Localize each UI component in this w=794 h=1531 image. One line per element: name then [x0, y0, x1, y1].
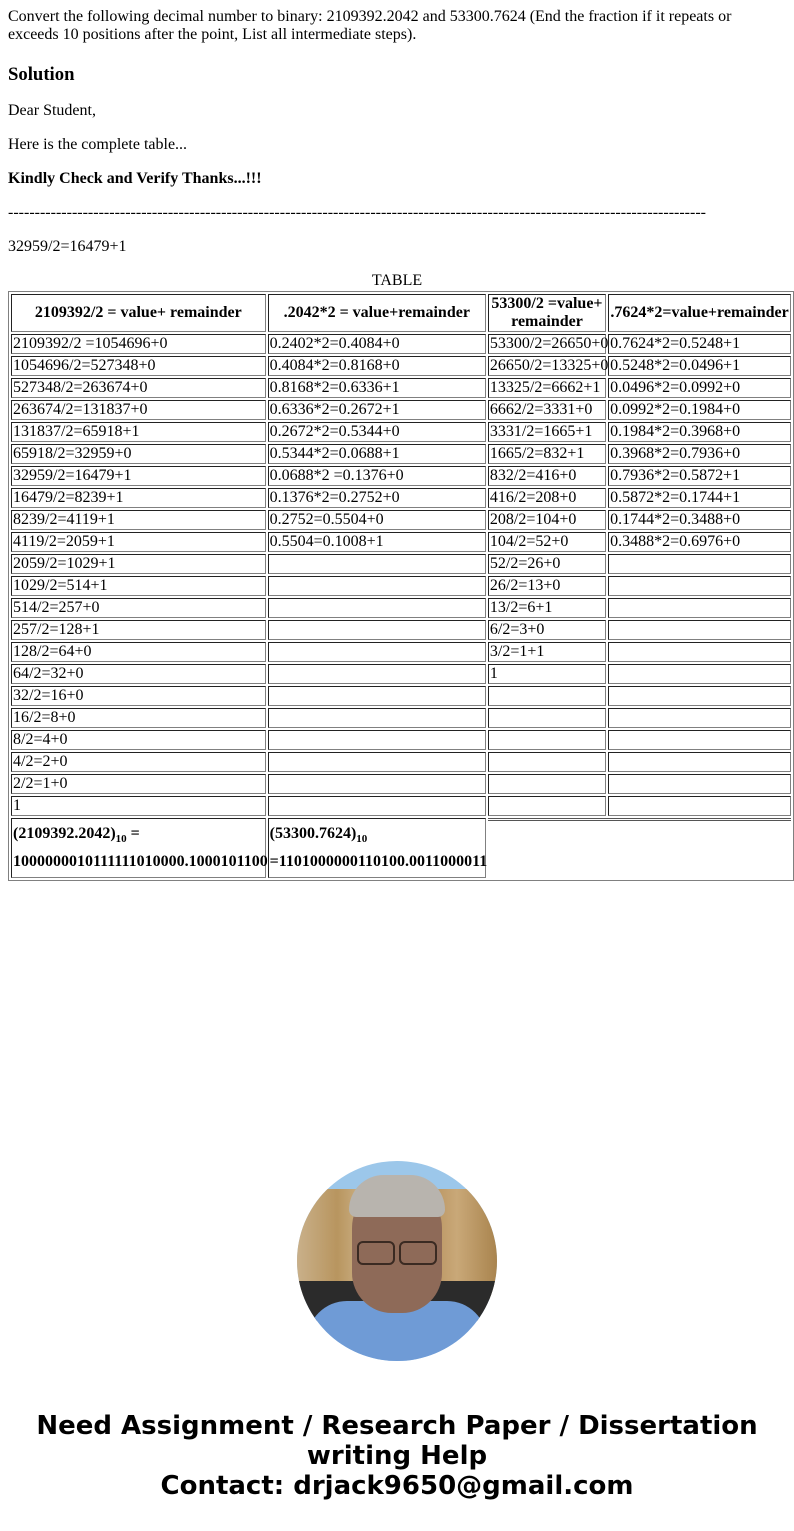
table-cell: 131837/2=65918+1 — [11, 422, 266, 442]
table-cell — [268, 686, 486, 706]
result-2-number: (53300.7624) — [269, 825, 357, 843]
table-cell — [268, 708, 486, 728]
table-cell — [608, 708, 791, 728]
table-cell — [608, 796, 791, 816]
promo-contact: Contact: drjack9650@gmail.com — [160, 1471, 634, 1501]
table-cell: 0.4084*2=0.8168+0 — [268, 356, 486, 376]
table-cell: 1029/2=514+1 — [11, 576, 266, 596]
table-body — [11, 334, 791, 816]
table-cell: 64/2=32+0 — [11, 664, 266, 684]
table-cell: 0.2672*2=0.5344+0 — [268, 422, 486, 442]
table-row — [11, 752, 791, 772]
result-1-prefix: = — [126, 825, 140, 843]
table-row — [11, 730, 791, 750]
result-empty-cell — [488, 818, 791, 878]
header-integer-1: 2109392/2 = value+ remainder — [11, 294, 266, 332]
separator-line: ----------------------------------------------------------------------------------------------------------------------------------- — [8, 204, 706, 221]
table-cell: 26650/2=13325+0 — [489, 357, 609, 374]
table-cell — [608, 554, 791, 574]
table-cell — [608, 598, 791, 618]
table-cell — [608, 730, 791, 750]
table-cell: 416/2=208+0 — [488, 488, 606, 508]
table-cell: 0.3488*2=0.6976+0 — [608, 532, 791, 552]
table-cell — [268, 664, 486, 684]
table-cell — [488, 796, 606, 816]
table-cell: 0.1984*2=0.3968+0 — [608, 422, 791, 442]
table-cell — [268, 796, 486, 816]
table-cell: 2109392/2 =1054696+0 — [11, 334, 266, 354]
table-cell: 16479/2=8239+1 — [11, 488, 266, 508]
result-1-number: (2109392.2042) — [13, 825, 116, 843]
table-row — [11, 466, 791, 486]
header-integer-2: 53300/2 =value+ remainder — [488, 294, 606, 332]
table-cell — [488, 752, 606, 772]
table-cell — [268, 642, 486, 662]
table-cell: 257/2=128+1 — [11, 620, 266, 640]
table-row — [11, 796, 791, 816]
table-row — [11, 598, 791, 618]
table-row — [11, 356, 791, 376]
table-cell — [488, 730, 606, 750]
table-cell: 0.6336*2=0.2672+1 — [268, 400, 486, 420]
table-cell: 1 — [488, 664, 606, 684]
table-cell — [608, 664, 791, 684]
table-cell: 32959/2=16479+1 — [11, 466, 266, 486]
table-cell — [488, 774, 606, 794]
table-cell — [268, 774, 486, 794]
table-cell — [608, 774, 791, 794]
avatar-hair — [349, 1175, 445, 1217]
table-cell: 104/2=52+0 — [488, 532, 606, 552]
table-cell — [268, 730, 486, 750]
table-cell: 4119/2=2059+1 — [11, 532, 266, 552]
result-1-binary: 1000000010111111010000.1000101100 — [13, 852, 268, 870]
table-cell — [268, 554, 486, 574]
table-cell: 16/2=8+0 — [11, 708, 266, 728]
table-cell: 832/2=416+0 — [488, 466, 606, 486]
table-cell: 13325/2=6662+1 — [488, 378, 606, 398]
table-cell: 263674/2=131837+0 — [11, 400, 266, 420]
table-cell — [608, 752, 791, 772]
result-1-base: 10 — [115, 833, 127, 846]
table-cell: 0.0992*2=0.1984+0 — [608, 400, 791, 420]
table-row — [11, 642, 791, 662]
table-cell — [608, 620, 791, 640]
table-row — [11, 488, 791, 508]
table-cell: 65918/2=32959+0 — [11, 444, 266, 464]
table-row — [11, 708, 791, 728]
table-cell: 0.5504=0.1008+1 — [268, 532, 486, 552]
table-cell: 8/2=4+0 — [11, 730, 266, 750]
table-cell: 3331/2=1665+1 — [488, 422, 606, 442]
table-cell: 128/2=64+0 — [11, 642, 266, 662]
table-cell: 208/2=104+0 — [488, 510, 606, 530]
table-cell: 0.1744*2=0.3488+0 — [608, 510, 791, 530]
table-cell: 0.3968*2=0.7936+0 — [608, 444, 791, 464]
table-cell: 0.5872*2=0.1744+1 — [608, 488, 791, 508]
conversion-table — [8, 291, 794, 881]
page-content — [0, 8, 794, 881]
table-cell: 0.0688*2 =0.1376+0 — [268, 466, 486, 486]
table-cell: 0.5248*2=0.0496+1 — [608, 356, 791, 376]
result-2-binary: =1101000000110100.0011000011 — [269, 852, 488, 870]
table-row — [11, 378, 791, 398]
table-cell — [488, 686, 606, 706]
table-cell: 8239/2=4119+1 — [11, 510, 266, 530]
table-cell: 0.0496*2=0.0992+0 — [608, 378, 791, 398]
promo-banner — [0, 1411, 794, 1501]
table-cell — [608, 642, 791, 662]
table-caption: TABLE — [371, 272, 423, 289]
intro-text: Here is the complete table... — [8, 136, 188, 153]
table-cell: 32/2=16+0 — [11, 686, 266, 706]
table-cell: 1 — [11, 796, 266, 816]
table-cell: 6/2=3+0 — [488, 620, 606, 640]
table-row — [11, 532, 791, 552]
table-cell — [268, 576, 486, 596]
avatar-glasses — [357, 1241, 437, 1263]
table-cell — [488, 708, 606, 728]
table-row — [11, 400, 791, 420]
header-fraction-1: .2042*2 = value+remainder — [268, 294, 486, 332]
table-row — [11, 510, 791, 530]
greeting: Dear Student, — [8, 102, 96, 119]
table-cell — [608, 686, 791, 706]
table-cell: 514/2=257+0 — [11, 598, 266, 618]
author-avatar — [297, 1161, 497, 1361]
table-row — [11, 620, 791, 640]
question-text: Convert the following decimal number to binary: 2109392.2042 and 53300.7624 (End the fraction if it repeats or exceeds 10 positions after the point, List all intermediate steps). — [8, 8, 732, 43]
table-cell: 6662/2=3331+0 — [488, 400, 606, 420]
result-2-base: 10 — [356, 833, 368, 846]
table-cell: 52/2=26+0 — [488, 554, 606, 574]
table-cell: 3/2=1+1 — [488, 642, 606, 662]
result-row — [11, 818, 791, 878]
table-cell: 0.2752=0.5504+0 — [268, 510, 486, 530]
table-cell: 26/2=13+0 — [488, 576, 606, 596]
stray-step: 32959/2=16479+1 — [8, 238, 127, 255]
table-row — [11, 422, 791, 442]
table-cell: 2059/2=1029+1 — [11, 554, 266, 574]
table-cell: 2/2=1+0 — [11, 774, 266, 794]
table-cell: 1665/2=832+1 — [488, 444, 606, 464]
solution-heading: Solution — [8, 64, 75, 85]
table-cell: 4/2=2+0 — [11, 752, 266, 772]
table-row — [11, 576, 791, 596]
table-cell: 0.5344*2=0.0688+1 — [268, 444, 486, 464]
table-cell: 0.2402*2=0.4084+0 — [268, 334, 486, 354]
table-cell: 53300/2=26650+0 — [489, 335, 609, 352]
table-cell: 0.1376*2=0.2752+0 — [268, 488, 486, 508]
verify-note: Kindly Check and Verify Thanks...!!! — [8, 170, 262, 187]
promo-line-1: Need Assignment / Research Paper / Dissertation — [36, 1411, 758, 1441]
table-cell — [268, 598, 486, 618]
table-cell — [268, 620, 486, 640]
promo-line-2: writing Help — [306, 1441, 488, 1471]
result-cell-1 — [11, 818, 266, 878]
table-row — [11, 664, 791, 684]
table-cell — [268, 752, 486, 772]
table-cell: 0.7936*2=0.5872+1 — [608, 466, 791, 486]
table-cell: 0.7624*2=0.5248+1 — [608, 334, 791, 354]
table-header-row — [11, 294, 791, 332]
table-row — [11, 334, 791, 354]
table-cell: 1054696/2=527348+0 — [11, 356, 266, 376]
header-fraction-2: .7624*2=value+remainder — [608, 294, 791, 332]
table-row — [11, 774, 791, 794]
table-cell: 13/2=6+1 — [488, 598, 606, 618]
result-cell-2 — [268, 818, 486, 878]
table-row — [11, 444, 791, 464]
table-cell: 527348/2=263674+0 — [11, 378, 266, 398]
table-row — [11, 686, 791, 706]
table-row — [11, 554, 791, 574]
table-cell: 0.8168*2=0.6336+1 — [268, 378, 486, 398]
table-cell — [608, 576, 791, 596]
